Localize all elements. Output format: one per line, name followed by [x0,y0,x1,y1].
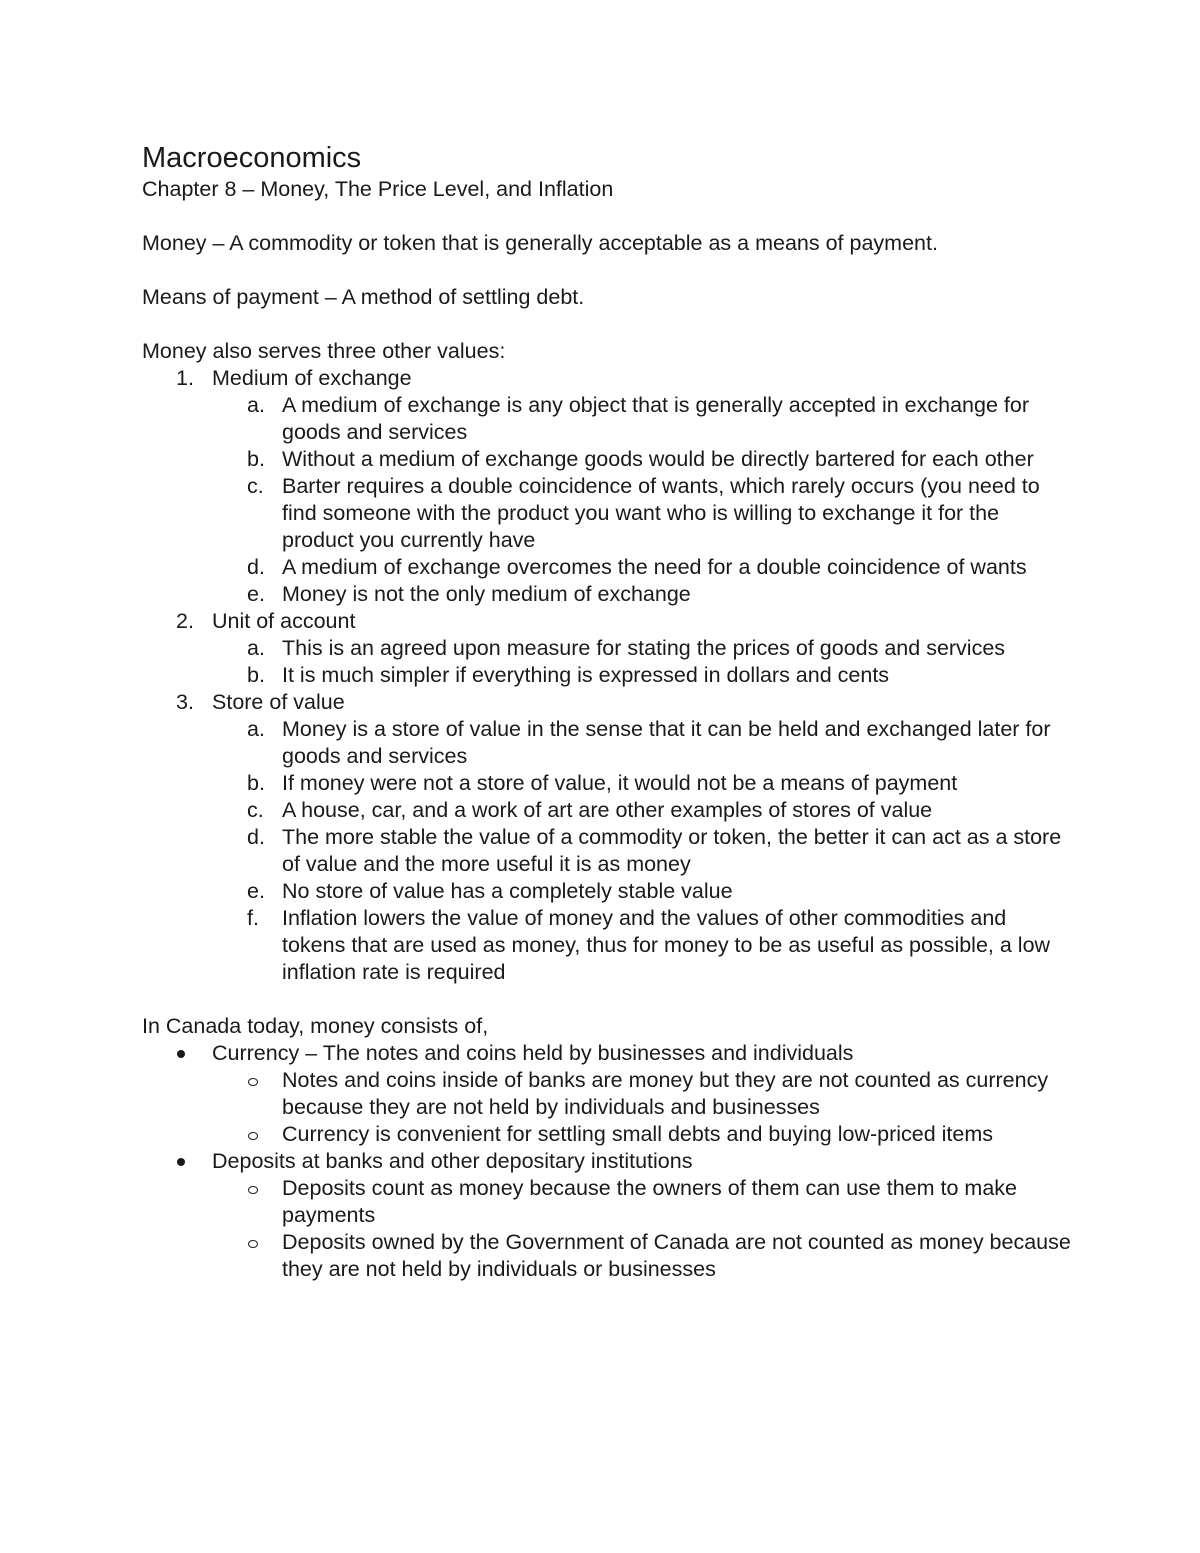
sub-item-text: Money is a store of value in the sense that it can be held and exchanged later for goods and services [282,717,1051,768]
canada-intro: In Canada today, money consists of, [142,1014,489,1038]
spacer [142,311,1072,338]
sub-item [142,716,1072,770]
sub-item-text: A medium of exchange is any object that is generally accepted in exchange for goods and services [282,393,1029,444]
sub-item-letter: f. [247,906,259,930]
bullet-dot-icon [177,1158,185,1166]
sub-item [142,446,1072,473]
document-title: Macroeconomics [142,142,362,174]
sub-item-text: Inflation lowers the value of money and the values of other commodities and tokens that are used as money, thus for money to be as useful as possible, a low inflation rate is required [282,906,1051,984]
list-number: 1. [176,366,194,390]
sub-item-letter: a. [247,393,265,417]
sub-item [142,392,1072,446]
sub-item [142,797,1072,824]
sub-item [142,878,1072,905]
sub-item-text: Without a medium of exchange goods would be directly bartered for each other [282,447,1034,471]
sub-bullet-text: Currency is convenient for settling small debts and buying low-priced items [282,1122,994,1146]
document-page [142,140,1072,1283]
sub-item [142,473,1072,554]
sub-item-letter: c. [247,474,264,498]
sub-item-text: A medium of exchange overcomes the need for a double coincidence of wants [282,555,1027,579]
sub-item [142,635,1072,662]
functions-list [142,365,1072,986]
sub-item-text: If money were not a store of value, it would not be a means of payment [282,771,958,795]
definition-means-of-payment: Means of payment – A method of settling debt. [142,285,585,309]
sub-item-letter: d. [247,555,265,579]
bullet-circle-icon [248,1132,258,1140]
bullet-item-currency [142,1040,1072,1067]
sub-item [142,770,1072,797]
sub-item-text: This is an agreed upon measure for stating the prices of goods and services [282,636,1006,660]
sub-item-letter: d. [247,825,265,849]
sub-item-letter: b. [247,663,265,687]
function-label: Store of value [212,690,345,714]
sub-item [142,824,1072,878]
definition-money: Money – A commodity or token that is generally acceptable as a means of payment. [142,231,938,255]
sub-item-letter: b. [247,447,265,471]
sub-item [142,905,1072,986]
bullet-dot-icon [177,1050,185,1058]
sub-item [142,554,1072,581]
sub-item-text: It is much simpler if everything is expressed in dollars and cents [282,663,890,687]
bullet-text: Deposits at banks and other depositary institutions [212,1149,693,1173]
sub-item-letter: e. [247,879,265,903]
sub-bullet-text: Deposits owned by the Government of Canada are not counted as money because they are not held by individuals or businesses [282,1230,1071,1281]
canada-money-list [142,1040,1072,1283]
sub-item-letter: c. [247,798,264,822]
values-intro: Money also serves three other values: [142,339,506,363]
function-item-unit-of-account [142,608,1072,635]
sub-bullet-text: Deposits count as money because the owners of them can use them to make payments [282,1176,1017,1227]
sub-bullet-item [142,1229,1072,1283]
list-number: 3. [176,690,194,714]
bullet-circle-icon [248,1078,258,1086]
spacer [142,257,1072,284]
bullet-circle-icon [248,1186,258,1194]
sub-item-text: Barter requires a double coincidence of wants, which rarely occurs (you need to find someone with the product you want who is willing to exchange it for the product you currently have [282,474,1040,552]
sub-item [142,662,1072,689]
sub-item [142,581,1072,608]
sub-bullet-item [142,1175,1072,1229]
spacer [142,203,1072,230]
sub-item-text: Money is not the only medium of exchange [282,582,691,606]
sub-bullet-item [142,1067,1072,1121]
chapter-subtitle: Chapter 8 – Money, The Price Level, and Inflation [142,177,614,201]
spacer [142,986,1072,1013]
sub-item-text: The more stable the value of a commodity or token, the better it can act as a store of value and the more useful it is as money [282,825,1062,876]
sub-item-text: A house, car, and a work of art are other examples of stores of value [282,798,933,822]
function-label: Unit of account [212,609,356,633]
bullet-text: Currency – The notes and coins held by businesses and individuals [212,1041,854,1065]
sub-item-letter: a. [247,636,265,660]
sub-item-letter: e. [247,582,265,606]
sub-item-text: No store of value has a completely stable value [282,879,733,903]
sub-bullet-text: Notes and coins inside of banks are money but they are not counted as currency because they are not held by individuals and businesses [282,1068,1049,1119]
sub-item-letter: b. [247,771,265,795]
function-item-medium-of-exchange [142,365,1072,392]
sub-bullet-item [142,1121,1072,1148]
function-label: Medium of exchange [212,366,412,390]
sub-item-letter: a. [247,717,265,741]
list-number: 2. [176,609,194,633]
bullet-item-deposits [142,1148,1072,1175]
bullet-circle-icon [248,1240,258,1248]
function-item-store-of-value [142,689,1072,716]
